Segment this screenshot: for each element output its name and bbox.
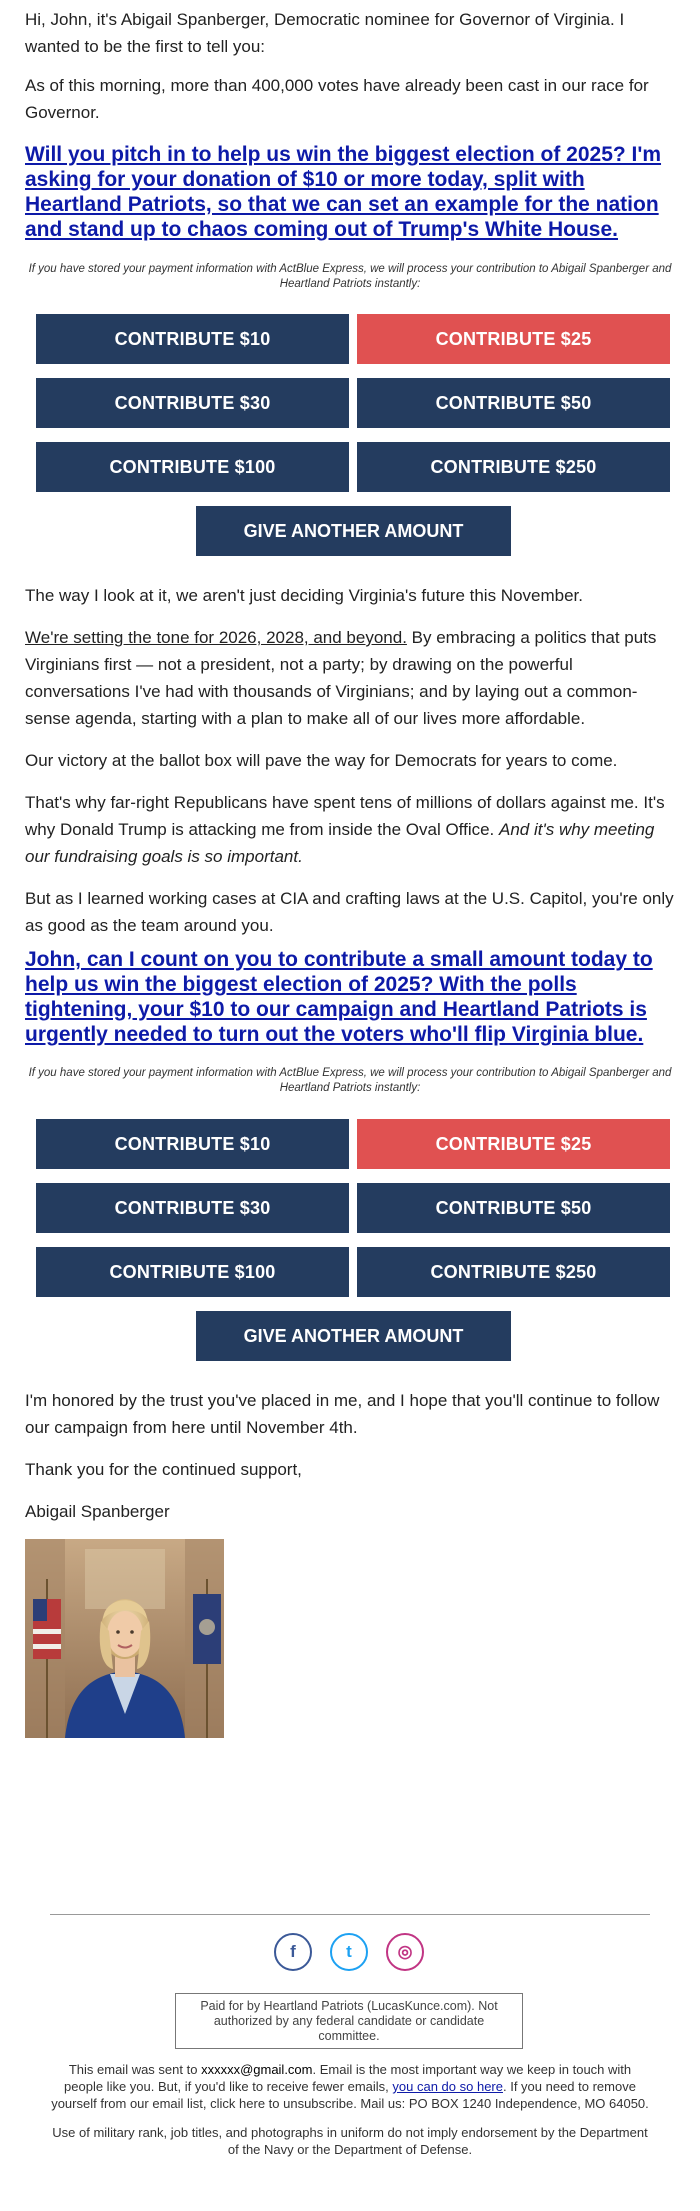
- footer-email-address: xxxxxx@gmail.com: [201, 2062, 313, 2077]
- contribute-250-button[interactable]: CONTRIBUTE $250: [357, 1247, 670, 1297]
- closing-section: [25, 1387, 675, 1525]
- contribute-250-button[interactable]: CONTRIBUTE $250: [357, 442, 670, 492]
- twitter-icon[interactable]: t: [330, 1933, 368, 1971]
- express-note-2-block: [20, 1066, 680, 1096]
- headline-1-link[interactable]: Will you pitch in to help us win the biggest election of 2025? I'm asking for your donation of $10 or more today, split with Heartland Patriots, so that we can set an example for the nation and stand up to chaos coming out of Trump's White House.: [25, 143, 662, 241]
- p4-plain: That's why far-right Republicans have spent tens of millions of dollars against me. It's why Donald Trump is attacking me from inside the Oval Office.: [25, 793, 665, 839]
- headline-2-block: [25, 947, 675, 1047]
- body-section: [25, 582, 675, 939]
- express-note-2: If you have stored your payment information with ActBlue Express, we will process your contribution to Abigail Spanberger and Heartland Patriots instantly:: [28, 1067, 672, 1094]
- candidate-portrait-image: [25, 1539, 224, 1738]
- contribute-30-button[interactable]: CONTRIBUTE $30: [36, 1183, 349, 1233]
- contribute-50-button[interactable]: CONTRIBUTE $50: [357, 1183, 670, 1233]
- body-paragraph-4: [25, 789, 675, 870]
- closing-signature: Abigail Spanberger: [25, 1502, 170, 1521]
- contribute-100-button[interactable]: CONTRIBUTE $100: [36, 1247, 349, 1297]
- express-note-1: If you have stored your payment information with ActBlue Express, we will process your contribution to Abigail Spanberger and Heartland Patriots instantly:: [28, 263, 672, 290]
- closing-thanks: Thank you for the continued support,: [25, 1460, 302, 1479]
- footer-sent-mid: . Email is the most important way we keep in touch with people like you. But, if you'd like to receive fewer emails,: [64, 2062, 632, 2094]
- footer-email-notice: [50, 2061, 650, 2112]
- closing-paragraph: I'm honored by the trust you've placed in me, and I hope that you'll continue to follow our campaign from here until November 4th.: [25, 1391, 660, 1437]
- p4-italic: And it's why meeting our fundraising goals is so important.: [25, 820, 655, 866]
- give-another-amount-button[interactable]: GIVE ANOTHER AMOUNT: [196, 506, 511, 556]
- contribute-30-button[interactable]: CONTRIBUTE $30: [36, 378, 349, 428]
- instagram-icon[interactable]: ◎: [386, 1933, 424, 1971]
- headline-1-block: [25, 142, 675, 242]
- fewer-emails-link[interactable]: you can do so here: [392, 2079, 503, 2094]
- contribute-50-button[interactable]: CONTRIBUTE $50: [357, 378, 670, 428]
- give-another-amount-button[interactable]: GIVE ANOTHER AMOUNT: [196, 1311, 511, 1361]
- body-paragraph-2: [25, 624, 675, 732]
- contribute-25-button[interactable]: CONTRIBUTE $25: [357, 1119, 670, 1169]
- tone-underline: We're setting the tone for 2026, 2028, and beyond.: [25, 628, 407, 647]
- intro-section: [25, 6, 675, 126]
- contribute-10-button[interactable]: CONTRIBUTE $10: [36, 314, 349, 364]
- footer-sent-prefix: This email was sent to: [68, 2062, 202, 2077]
- intro-votes: As of this morning, more than 400,000 votes have already been cast in our race for Governor.: [25, 76, 649, 122]
- footer-sent-rest: . If you need to remove yourself from our email list, click here to unsubscribe. Mail us: PO BOX 1240 Independence, MO 64050.: [51, 2079, 649, 2111]
- intro-greeting: Hi, John, it's Abigail Spanberger, Democratic nominee for Governor of Virginia. I wanted to be the first to tell you:: [25, 10, 625, 56]
- tone-rest: By embracing a politics that puts Virginians first — not a president, not a party; by drawing on the powerful conversations I've had with thousands of Virginians; and by laying out a common-sense agenda, starting with a plan to make all of our lives more affordable.: [25, 628, 657, 728]
- contribute-100-button[interactable]: CONTRIBUTE $100: [36, 442, 349, 492]
- paid-for-box: [175, 1993, 523, 2049]
- footer-divider: [50, 1914, 650, 1915]
- body-paragraph-5: But as I learned working cases at CIA and crafting laws at the U.S. Capitol, you're only as good as the team around you.: [25, 889, 674, 935]
- paid-for-text: Paid for by Heartland Patriots (LucasKunce.com). Not authorized by any federal candidate or candidate committee.: [200, 1998, 498, 2043]
- footer-disclaimer: Use of military rank, job titles, and photographs in uniform do not imply endorsement by the Department of the Navy or the Department of Defense.: [52, 2125, 648, 2157]
- express-note-1-block: [20, 262, 680, 292]
- facebook-icon[interactable]: f: [274, 1933, 312, 1971]
- footer-text-block: [50, 2061, 650, 2158]
- contribute-10-button[interactable]: CONTRIBUTE $10: [36, 1119, 349, 1169]
- headline-2-link[interactable]: John, can I count on you to contribute a small amount today to help us win the biggest election of 2025? With the polls tightening, your $10 to our campaign and Heartland Patriots is urgently needed to turn out the voters who'll flip Virginia blue.: [25, 948, 653, 1046]
- candidate-photo: [25, 1539, 224, 1738]
- contribute-25-button[interactable]: CONTRIBUTE $25: [357, 314, 670, 364]
- body-paragraph-3: Our victory at the ballot box will pave the way for Democrats for years to come.: [25, 751, 618, 770]
- body-paragraph-1: The way I look at it, we aren't just deciding Virginia's future this November.: [25, 586, 584, 605]
